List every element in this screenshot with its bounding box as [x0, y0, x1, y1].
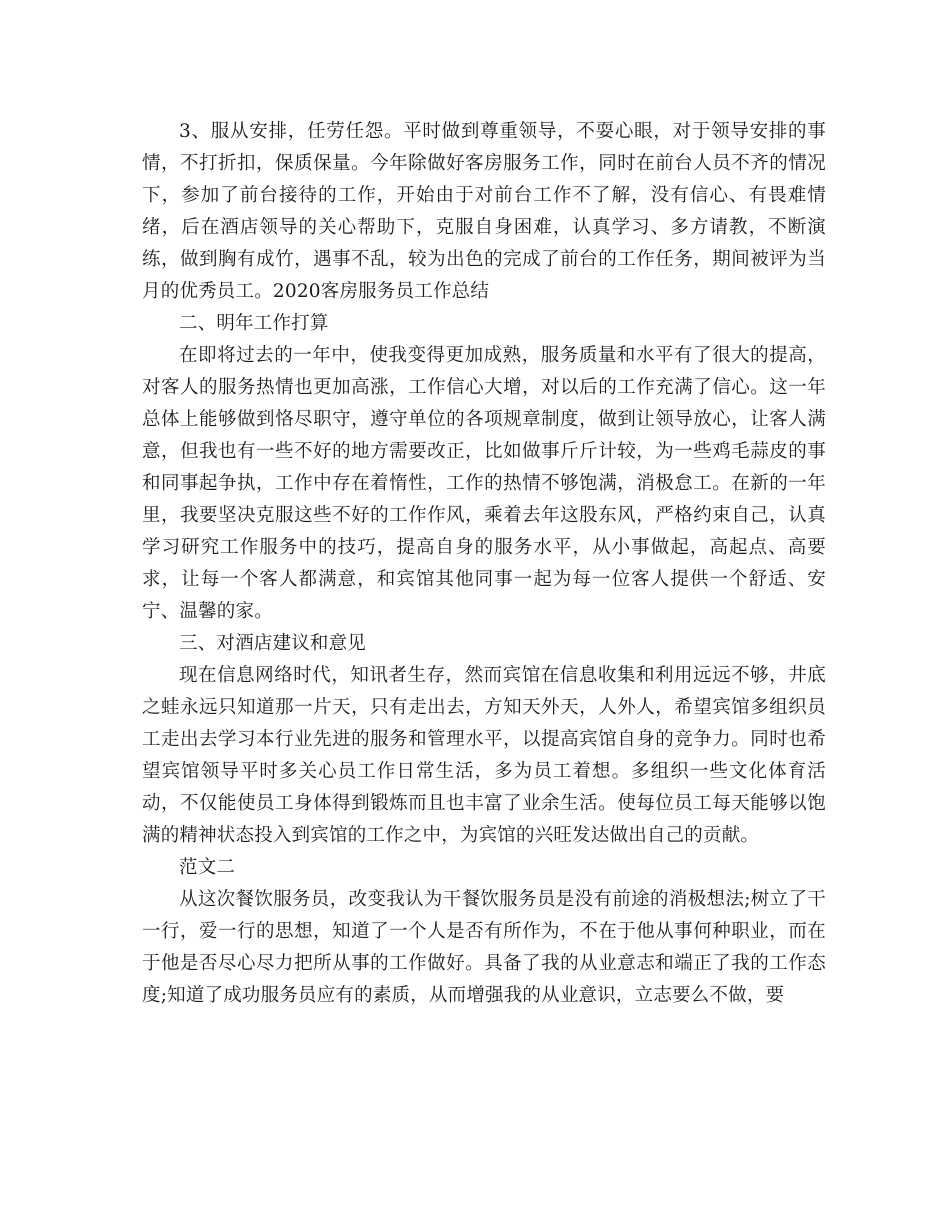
document-body	[142, 116, 826, 1012]
paragraph-next-year-plan: 在即将过去的一年中，使我变得更加成熟，服务质量和水平有了很大的提高，对客人的服务热情也更加高涨，工作信心大增，对以后的工作充满了信心。这一年总体上能够做到恪尽职守，遵守单位的各项规章制度，做到让领导放心，让客人满意，但我也有一些不好的地方需要改正，比如做事斤斤计较，为一些鸡毛蒜皮的事和同事起争执，工作中存在着惰性，工作的热情不够饱满，消极怠工。在新的一年里，我要坚决克服这些不好的工作作风，乘着去年这股东风，严格约束自己，认真学习研究工作服务中的技巧，提高自身的服务水平，从小事做起，高起点、高要求，让每一个客人都满意，和宾馆其他同事一起为每一位客人提供一个舒适、安宁、温馨的家。	[142, 345, 826, 622]
paragraph-hotel-suggestions: 现在信息网络时代，知讯者生存，然而宾馆在信息收集和利用远远不够，井底之蛙永远只知道那一片天，只有走出去，方知天外天，人外人，希望宾馆多组织员工走出去学习本行业先进的服务和管理水平，以提高宾馆自身的竞争力。同时也希望宾馆领导平时多关心员工作日常生活，多为员工着想。多组织一些文化体育活动，不仅能使员工身体得到锻炼而且也丰富了业余生活。使每位员工每天能够以饱满的精神状态投入到宾馆的工作之中，为宾馆的兴旺发达做出自己的贡献。	[142, 665, 826, 846]
paragraph-obey-arrangements: 3、服从安排，任劳任怨。平时做到尊重领导，不耍心眼，对于领导安排的事情，不打折扣，保质保量。今年除做好客房服务工作，同时在前台人员不齐的情况下，参加了前台接待的工作，开始由于对前台工作不了解，没有信心、有畏难情绪，后在酒店领导的关心帮助下，克服自身困难，认真学习、多方请教，不断演练，做到胸有成竹，遇事不乱，较为出色的完成了前台的工作任务，期间被评为当月的优秀员工。2020客房服务员工作总结	[142, 121, 826, 302]
paragraph-sample-two: 从这次餐饮服务员，改变我认为干餐饮服务员是没有前途的消极想法;树立了干一行，爱一行的思想，知道了一个人是否有所作为，不在于他从事何种职业，而在于他是否尽心尽力把所从事的工作做好。具备了我的从业意志和端正了我的工作态度;知道了成功服务员应有的素质，从而增强我的从业意识，立志要么不做，要	[142, 889, 826, 1006]
section-heading-hotel-suggestions: 三、对酒店建议和意见	[179, 633, 367, 654]
section-heading-sample-two: 范文二	[179, 857, 236, 878]
section-heading-next-year-plan: 二、明年工作打算	[179, 313, 329, 334]
